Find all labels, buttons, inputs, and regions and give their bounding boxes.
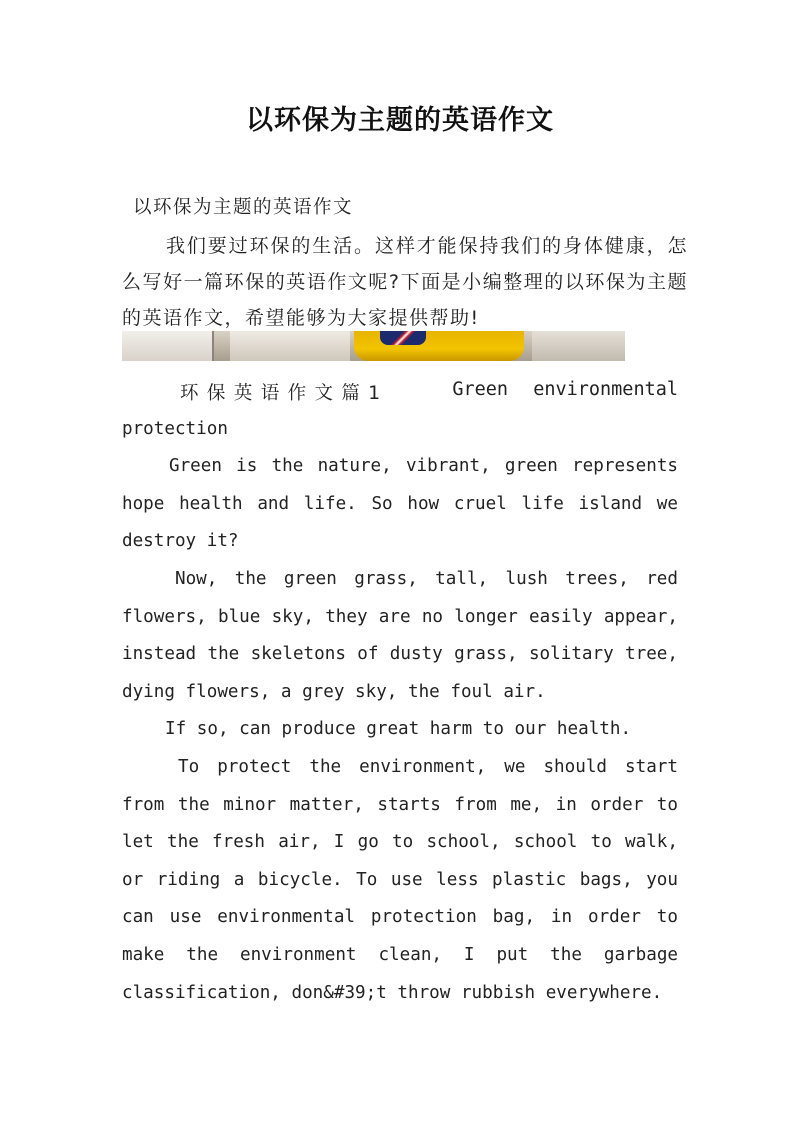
article-subtitle: 以环保为主题的英语作文 (133, 197, 354, 218)
keyboard-key (122, 331, 214, 361)
union-jack-icon (380, 331, 426, 345)
body-paragraph: To protect the environment, we should start from the minor matter, starts from me, in order to let the fresh air, I go to school, school to walk, or riding a bicycle. To use less plastic bags, you can use environmental protection bag, in order to make the environment clean, I put the garbage classification, don&#39;t throw rubbish everywhere. (122, 757, 678, 1003)
page-title: 以环保为主题的英语作文 (246, 105, 554, 136)
keyboard-photo-icon (122, 331, 625, 361)
body-paragraph: If so, can produce great harm to our health. (165, 719, 632, 739)
section-heading-cn: 环保英语作文篇1 (180, 383, 389, 404)
body-paragraph: Green is the nature, vibrant, green represents hope health and life. So how cruel life island we destroy it? (122, 456, 678, 552)
section-heading (122, 379, 678, 407)
intro-paragraph: 我们要过环保的生活。这样才能保持我们的身体健康，怎么写好一篇环保的英语作文呢?下面是小编整理的以环保为主题的英语作文，希望能够为大家提供帮助! (122, 235, 688, 329)
body-paragraph: Now, the green grass, tall, lush trees, red flowers, blue sky, they are no longer easily appear, instead the skeletons of dusty grass, solitary tree, dying flowers, a grey sky, the foul air. (122, 569, 678, 702)
keyboard-key (230, 331, 350, 361)
keyboard-key (532, 331, 625, 361)
section-heading-en: Green environmental (452, 379, 678, 400)
section-heading-en-continued: protection (122, 419, 228, 439)
